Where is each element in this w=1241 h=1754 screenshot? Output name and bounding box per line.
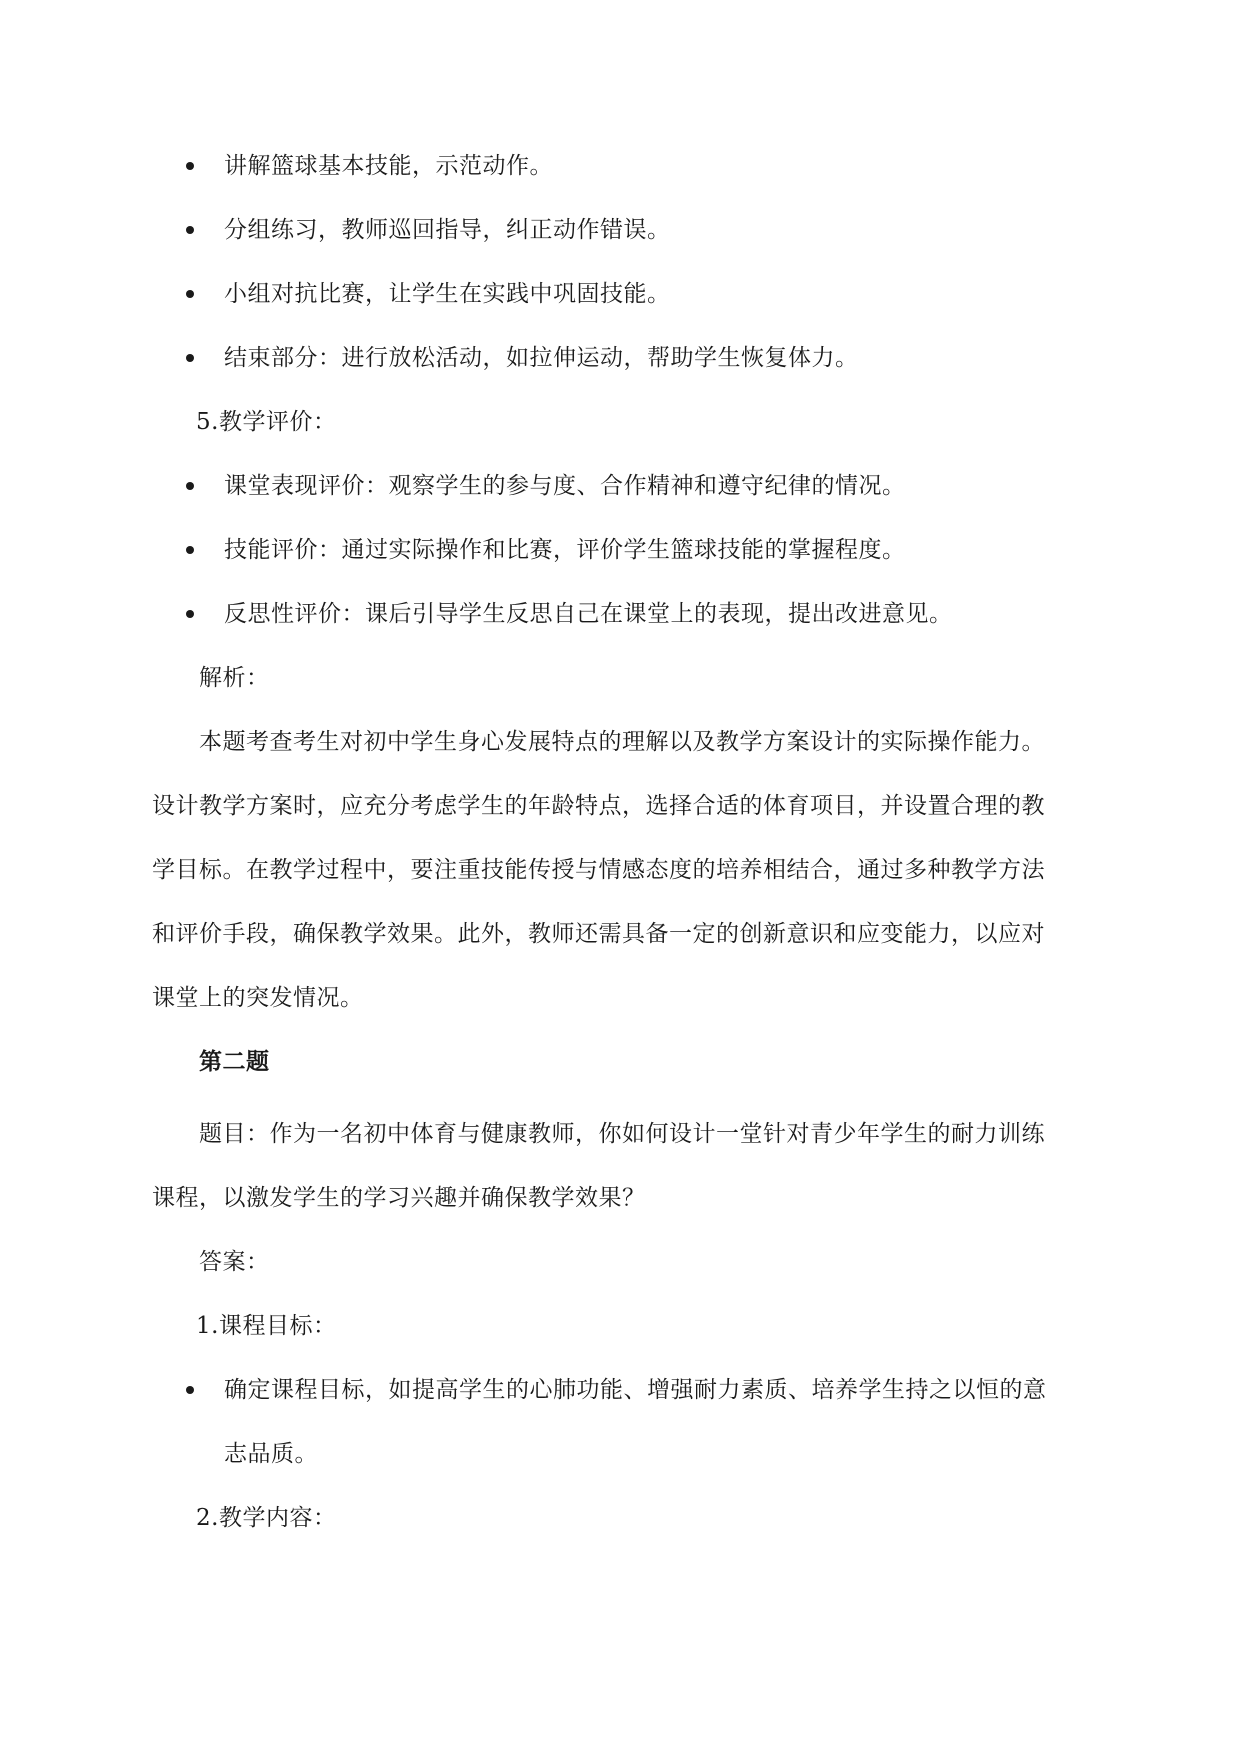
section-heading: 2.教学内容： [196, 1505, 337, 1531]
bullet-icon [186, 290, 194, 298]
bullet-item: 反思性评价：课后引导学生反思自己在课堂上的表现，提出改进意见。 [224, 601, 953, 627]
bullet-item: 分组练习，教师巡回指导，纠正动作错误。 [224, 217, 671, 243]
bullet-icon [186, 162, 194, 170]
bullet-item: 小组对抗比赛，让学生在实践中巩固技能。 [224, 281, 671, 307]
bullet-item: 讲解篮球基本技能，示范动作。 [224, 153, 553, 179]
section-title: 第二题 [199, 1048, 270, 1075]
paragraph-line: 学目标。在教学过程中，要注重技能传授与情感态度的培养相结合，通过多种教学方法 [152, 857, 1045, 883]
bullet-icon [186, 546, 194, 554]
bullet-item: 结束部分：进行放松活动，如拉伸运动，帮助学生恢复体力。 [224, 345, 859, 371]
bullet-icon [186, 354, 194, 362]
question-line: 课程，以激发学生的学习兴趣并确保教学效果？ [152, 1185, 646, 1211]
paragraph-line: 课堂上的突发情况。 [152, 985, 364, 1011]
bullet-item: 确定课程目标，如提高学生的心肺功能、增强耐力素质、培养学生持之以恒的意 [224, 1377, 1047, 1403]
question-line: 题目：作为一名初中体育与健康教师，你如何设计一堂针对青少年学生的耐力训练 [199, 1121, 1045, 1147]
bullet-icon [186, 482, 194, 490]
bullet-item: 技能评价：通过实际操作和比赛，评价学生篮球技能的掌握程度。 [224, 537, 906, 563]
paragraph-line: 设计教学方案时，应充分考虑学生的年龄特点，选择合适的体育项目，并设置合理的教 [152, 793, 1045, 819]
paragraph-line: 本题考查考生对初中学生身心发展特点的理解以及教学方案设计的实际操作能力。 [199, 729, 1045, 755]
section-heading: 5.教学评价： [196, 409, 337, 435]
bullet-icon [186, 1386, 194, 1394]
bullet-icon [186, 226, 194, 234]
bullet-item: 课堂表现评价：观察学生的参与度、合作精神和遵守纪律的情况。 [224, 473, 906, 499]
answer-label: 答案： [199, 1249, 270, 1275]
bullet-icon [186, 610, 194, 618]
bullet-item-continuation: 志品质。 [224, 1441, 318, 1467]
section-heading: 1.课程目标： [196, 1313, 337, 1339]
analysis-label: 解析： [199, 665, 270, 691]
paragraph-line: 和评价手段，确保教学效果。此外，教师还需具备一定的创新意识和应变能力，以应对 [152, 921, 1045, 947]
